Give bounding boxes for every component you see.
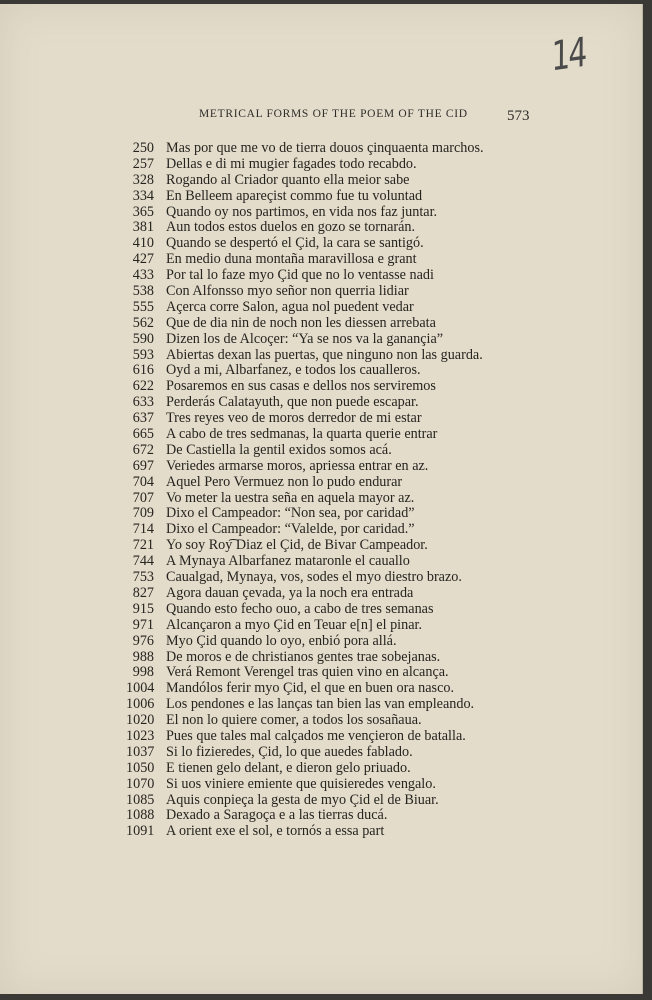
handwritten-annotation: 14: [548, 29, 589, 81]
verse-line: [126, 602, 484, 618]
verse-number: 593: [132, 346, 154, 363]
verse-line: [126, 268, 484, 284]
verse-number: 709: [132, 505, 154, 522]
verse-number: 976: [132, 632, 154, 649]
verse-number: 334: [132, 187, 154, 204]
verse-text: Quando esto fecho ouo, a cabo de tres semanas: [166, 600, 434, 617]
verse-line: [126, 808, 484, 824]
verse-line: [126, 332, 484, 348]
verse-line: [126, 506, 484, 522]
verse-line: [126, 411, 484, 427]
verse-line: [126, 634, 484, 650]
verse-line: [126, 379, 484, 395]
verse-text: Vo meter la uestra seña en aquela mayor az.: [166, 489, 415, 506]
verse-number: 915: [132, 600, 154, 617]
verse-text: Posaremos en sus casas e dellos nos serviremos: [166, 378, 436, 395]
verse-text: A cabo de tres sedmanas, la quarta querie entrar: [166, 426, 438, 443]
verse-number: 590: [132, 330, 154, 347]
verse-line: [126, 189, 484, 205]
verse-text: E tienen gelo delant, e dieron gelo priuado.: [166, 759, 411, 776]
verse-text: Abiertas dexan las puertas, que ninguno non las guarda.: [166, 346, 483, 363]
verse-line: [126, 141, 484, 157]
verse-number: 427: [132, 251, 154, 268]
verse-number: 988: [132, 648, 154, 665]
page-number: 573: [507, 108, 530, 124]
verse-number: 328: [132, 171, 154, 188]
verse-line: [126, 284, 484, 300]
verse-number: 1088: [126, 807, 155, 824]
verse-text: Quando se despertó el Çid, la cara se santigó.: [166, 235, 424, 252]
verse-text: Dellas e di mi mugier fagades todo recabdo.: [166, 155, 417, 172]
verse-text: A Mynaya Albarfanez mataronle el cauallo: [166, 553, 410, 570]
verse-line: [126, 745, 484, 761]
verse-number: 998: [132, 664, 154, 681]
verse-line: [126, 157, 484, 173]
verse-number: 1037: [126, 743, 155, 760]
verse-line: [126, 586, 484, 602]
verse-number: 1085: [126, 791, 155, 808]
verse-text: Aquel Pero Vermuez non lo pudo endurar: [166, 473, 403, 490]
verse-text: Açerca corre Salon, agua nol puedent vedar: [166, 298, 414, 315]
verse-text: Alcançaron a myo Çid en Teuar e[n] el pinar.: [166, 616, 422, 633]
verse-line: [126, 650, 484, 666]
verse-text: A orient exe el sol, e tornós a essa part: [166, 823, 385, 840]
verse-text: Mas por que me vo de tierra douos çinquaenta marchos.: [166, 140, 484, 156]
verse-text: En medio duna montaña maravillosa e grant: [166, 251, 417, 268]
verse-text: Dizen los de Alcoçer: “Ya se nos va la ganançia”: [166, 330, 444, 347]
verse-text: En Belleem apareçist commo fue tu voluntad: [166, 187, 423, 204]
verse-line: [126, 427, 484, 443]
verse-text: Aquis conpieça la gesta de myo Çid el de Biuar.: [166, 791, 439, 808]
verse-number: 365: [132, 203, 154, 220]
verse-text: Con Alfonsso myo señor non querria lidiar: [166, 283, 409, 300]
verse-line: [126, 252, 484, 268]
verse-line: [126, 173, 484, 189]
verse-number: 744: [132, 553, 154, 570]
verse-line: [126, 220, 484, 236]
verse-number: 562: [132, 314, 154, 331]
verse-number: 1023: [126, 727, 155, 744]
verse-line: [126, 729, 484, 745]
book-page: [0, 4, 643, 994]
verse-line: [126, 522, 484, 538]
verse-line: [126, 395, 484, 411]
verse-text: Yo soy Roy͡ Diaz el Çid, de Bivar Campeador.: [166, 537, 428, 554]
verse-number: 1091: [126, 823, 155, 840]
verse-text: Rogando al Criador quanto ella meior sabe: [166, 171, 410, 188]
verse-text: Los pendones e las lanças tan bien las van empleando.: [166, 696, 475, 713]
verse-text: Quando oy nos partimos, en vida nos faz juntar.: [166, 203, 438, 220]
verse-number: 637: [132, 410, 154, 427]
verse-number: 555: [132, 298, 154, 315]
verse-text: Por tal lo faze myo Çid que no lo ventasse nadi: [166, 267, 434, 284]
verse-text: Mandólos ferir myo Çid, el que en buen ora nasco.: [166, 680, 455, 697]
verse-number: 753: [132, 569, 154, 586]
verse-text: Verá Remont Verengel tras quien vino en alcança.: [166, 664, 449, 681]
verse-line: [126, 363, 484, 379]
verse-number: 250: [132, 140, 154, 156]
verse-number: 971: [132, 616, 154, 633]
verse-line: [126, 824, 484, 840]
verse-line: [126, 618, 484, 634]
verse-number: 1070: [126, 775, 155, 792]
verse-text: Aun todos estos duelos en gozo se tornarán.: [166, 219, 416, 236]
verse-number: 622: [132, 378, 154, 395]
verse-text: Tres reyes veo de moros derredor de mi estar: [166, 410, 422, 427]
verse-number: 410: [132, 235, 154, 252]
verse-line: [126, 665, 484, 681]
verse-line: [126, 316, 484, 332]
verse-line: [126, 236, 484, 252]
verse-text: Dixo el Campeador: “Non sea, por caridad”: [166, 505, 415, 522]
verse-text: Oyd a mi, Albarfanez, e todos los caualleros.: [166, 362, 421, 379]
verse-text: Que de dia nin de noch non les diessen arrebata: [166, 314, 436, 331]
verse-number: 827: [132, 584, 154, 601]
verse-number: 1050: [126, 759, 155, 776]
verse-line: [126, 777, 484, 793]
verse-text: Pues que tales mal calçados me vençieron de batalla.: [166, 727, 466, 744]
verse-line: [126, 681, 484, 697]
verse-line: [126, 554, 484, 570]
verse-line: [126, 793, 484, 809]
verse-number: 616: [132, 362, 154, 379]
verse-number: 381: [132, 219, 154, 236]
verse-number: 1006: [126, 696, 155, 713]
verse-line: [126, 475, 484, 491]
verse-text: De moros e de christianos gentes trae sobejanas.: [166, 648, 441, 665]
verse-line: [126, 443, 484, 459]
verse-text: De Castiella la gentil exidos somos acá.: [166, 441, 392, 458]
verse-text: Si lo fizieredes, Çid, lo que auedes fablado.: [166, 743, 413, 760]
verse-line: [126, 538, 484, 554]
verse-text: El non lo quiere comer, a todos los sosañaua.: [166, 712, 422, 729]
verse-number: 697: [132, 457, 154, 474]
verse-line: [126, 761, 484, 777]
verse-text: Dexado a Saragoça e a las tierras ducá.: [166, 807, 388, 824]
verse-number: 433: [132, 267, 154, 284]
verse-line: [126, 491, 484, 507]
verse-number: 1020: [126, 712, 155, 729]
verse-list: [126, 141, 484, 840]
verse-number: 721: [132, 537, 154, 554]
verse-text: Dixo el Campeador: “Valelde, por caridad.”: [166, 521, 415, 538]
verse-number: 707: [132, 489, 154, 506]
verse-line: [126, 300, 484, 316]
verse-number: 665: [132, 426, 154, 443]
verse-number: 257: [132, 155, 154, 172]
verse-text: Myo Çid quando lo oyo, enbió pora allá.: [166, 632, 397, 649]
verse-number: 672: [132, 441, 154, 458]
verse-text: Si uos viniere emiente que quisieredes vengalo.: [166, 775, 436, 792]
verse-line: [126, 459, 484, 475]
verse-text: Caualgad, Mynaya, vos, sodes el myo diestro brazo.: [166, 569, 462, 586]
running-title: METRICAL FORMS OF THE POEM OF THE CID: [199, 108, 468, 120]
verse-number: 1004: [126, 680, 155, 697]
verse-line: [126, 713, 484, 729]
verse-number: 714: [132, 521, 154, 538]
verse-line: [126, 205, 484, 221]
verse-number: 538: [132, 283, 154, 300]
verse-number: 633: [132, 394, 154, 411]
verse-line: [126, 697, 484, 713]
verse-line: [126, 348, 484, 364]
verse-text: Perderás Calatayuth, que non puede escapar.: [166, 394, 419, 411]
verse-text: Agora dauan çevada, ya la noch era entrada: [166, 584, 414, 601]
verse-line: [126, 570, 484, 586]
verse-text: Veriedes armarse moros, apriessa entrar en az.: [166, 457, 429, 474]
verse-number: 704: [132, 473, 154, 490]
